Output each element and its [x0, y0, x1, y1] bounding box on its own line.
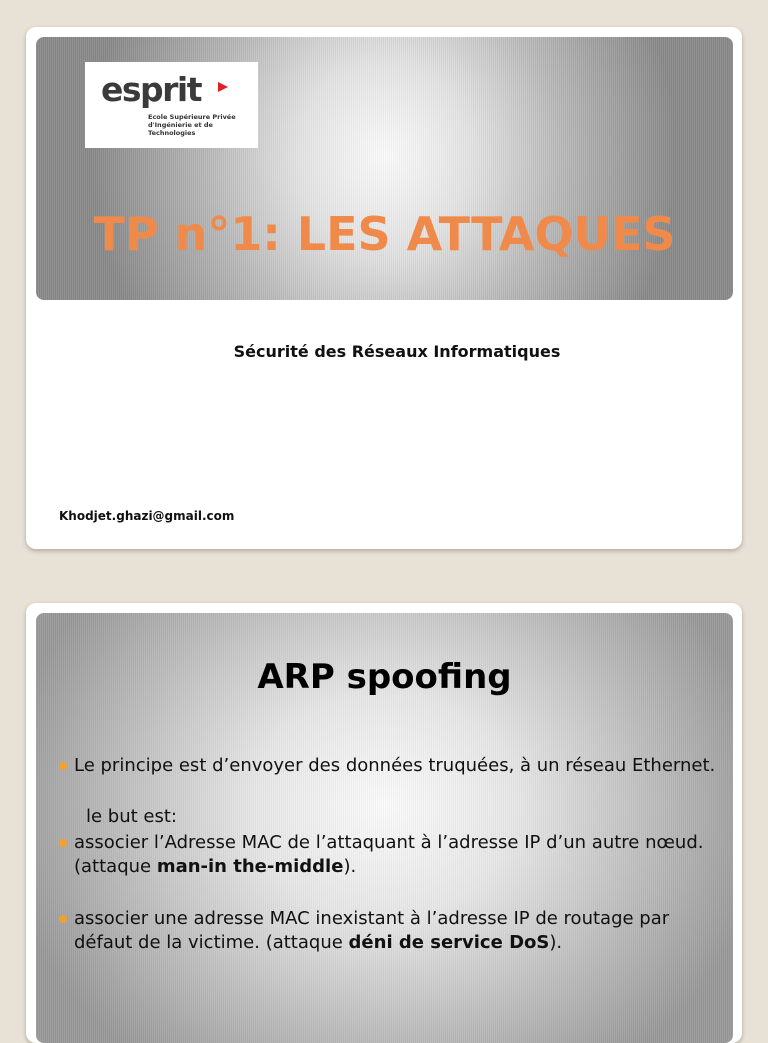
bullet-text-part: associer l’Adresse MAC de l’attaquant à l’adresse IP d’un autre nœud. (attaque [74, 832, 704, 877]
bullet-text-bold: man-in the-middle [156, 856, 344, 877]
bullet-text-part: ). [343, 856, 357, 877]
bullet-text [74, 907, 724, 955]
author-email: Khodjet.ghazi@gmail.com [59, 509, 235, 523]
title-slide[interactable] [26, 27, 742, 549]
esprit-logo [85, 62, 258, 148]
bullet-icon [59, 915, 67, 923]
bullet-icon [59, 839, 67, 847]
intro-text: le but est: [86, 806, 177, 827]
slide-title: ARP spoofing [257, 657, 512, 697]
bullet-text-part: ). [549, 932, 563, 953]
bullet-text-part: associer une adresse MAC inexistant à l’adresse IP de routage par défaut de la victime. (attaque [74, 908, 670, 953]
logo-word: esprit [101, 70, 202, 109]
content-panel [36, 613, 733, 1043]
content-slide[interactable] [26, 603, 742, 1043]
slide-subtitle: Sécurité des Réseaux Informatiques [233, 342, 561, 361]
logo-tagline-line1: Ecole Supérieure Privée [148, 113, 236, 121]
bullet-text [74, 831, 724, 879]
bullet-text-bold: déni de service DoS [348, 932, 550, 953]
logo-tagline [148, 113, 258, 137]
title-band [36, 37, 733, 300]
slide-title: TP n°1: LES ATTAQUES [93, 207, 676, 261]
flag-icon [218, 82, 228, 92]
bullet-text: Le principe est d’envoyer des données truquées, à un réseau Ethernet. [74, 755, 716, 776]
bullet-icon [59, 762, 67, 770]
logo-tagline-line2: d'Ingénierie et de Technologies [148, 121, 213, 137]
